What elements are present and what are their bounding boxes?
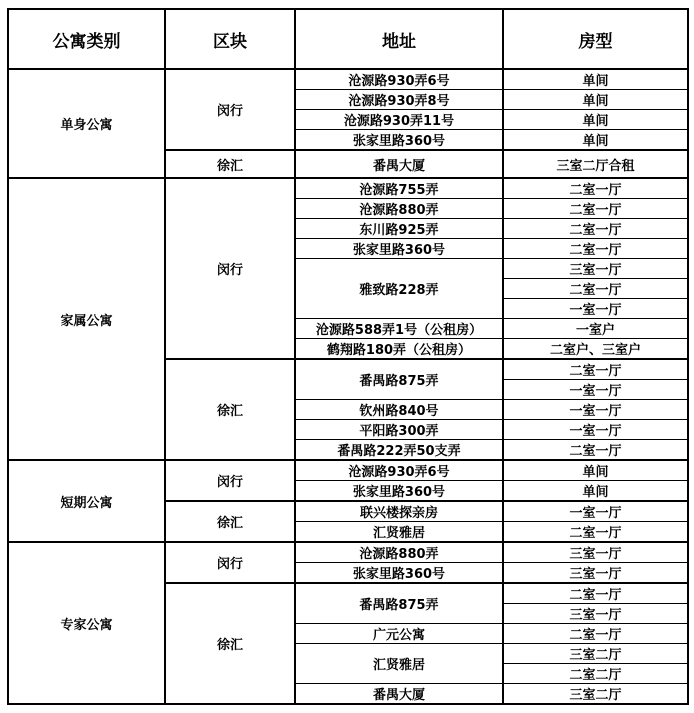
room-type-cell: 二室一厅 (503, 440, 688, 461)
header-address: 地址 (295, 9, 503, 69)
room-type-cell: 一室户 (503, 319, 688, 339)
address-cell: 广元公寓 (295, 624, 503, 644)
district-cell: 徐汇 (165, 359, 295, 460)
room-type-cell: 单间 (503, 460, 688, 481)
header-district: 区块 (165, 9, 295, 69)
address-cell: 番禺路875弄 (295, 359, 503, 400)
header-category: 公寓类别 (8, 9, 165, 69)
address-cell: 沧源路930弄11号 (295, 110, 503, 130)
room-type-cell: 二室二厅 (503, 664, 688, 684)
room-type-cell: 一室一厅 (503, 501, 688, 522)
header-row (8, 9, 688, 69)
room-type-cell: 三室二厅合租 (503, 150, 688, 178)
district-cell: 闵行 (165, 69, 295, 150)
room-type-cell: 二室一厅 (503, 219, 688, 239)
address-cell: 汇贤雅居 (295, 522, 503, 543)
table-row (8, 69, 688, 90)
room-type-cell: 单间 (503, 90, 688, 110)
address-cell: 沧源路930弄8号 (295, 90, 503, 110)
room-type-cell: 一室一厅 (503, 420, 688, 440)
address-cell: 番禺路222弄50支弄 (295, 440, 503, 461)
address-cell: 番禺大厦 (295, 150, 503, 178)
address-cell: 平阳路300弄 (295, 420, 503, 440)
address-cell: 张家里路360号 (295, 563, 503, 584)
district-cell: 徐汇 (165, 583, 295, 704)
room-type-cell: 单间 (503, 481, 688, 502)
room-type-cell: 三室二厅 (503, 684, 688, 705)
room-type-cell: 三室一厅 (503, 563, 688, 584)
address-cell: 张家里路360号 (295, 239, 503, 259)
district-cell: 徐汇 (165, 501, 295, 542)
room-type-cell: 一室一厅 (503, 400, 688, 420)
room-type-cell: 二室一厅 (503, 178, 688, 199)
address-cell: 东川路925弄 (295, 219, 503, 239)
room-type-cell: 二室一厅 (503, 239, 688, 259)
table-row (8, 460, 688, 481)
room-type-cell: 二室一厅 (503, 359, 688, 380)
district-cell: 徐汇 (165, 150, 295, 178)
room-type-cell: 二室一厅 (503, 583, 688, 604)
address-cell: 沧源路880弄 (295, 542, 503, 563)
address-cell: 沧源路755弄 (295, 178, 503, 199)
room-type-cell: 二室一厅 (503, 522, 688, 543)
address-cell: 沧源路880弄 (295, 199, 503, 219)
district-cell: 闵行 (165, 542, 295, 583)
address-cell: 联兴楼探亲房 (295, 501, 503, 522)
category-cell: 家属公寓 (8, 178, 165, 460)
room-type-cell: 单间 (503, 69, 688, 90)
district-cell: 闵行 (165, 460, 295, 501)
category-cell: 短期公寓 (8, 460, 165, 542)
room-type-cell: 三室一厅 (503, 259, 688, 279)
room-type-cell: 二室一厅 (503, 279, 688, 299)
address-cell: 沧源路588弄1号（公租房） (295, 319, 503, 339)
room-type-cell: 三室二厅 (503, 644, 688, 664)
room-type-cell: 一室一厅 (503, 299, 688, 319)
room-type-cell: 三室一厅 (503, 542, 688, 563)
address-cell: 鹤翔路180弄（公租房） (295, 339, 503, 360)
apartment-table (7, 8, 689, 705)
address-cell: 番禺路875弄 (295, 583, 503, 624)
address-cell: 张家里路360号 (295, 481, 503, 502)
address-cell: 钦州路840号 (295, 400, 503, 420)
room-type-cell: 二室户、三室户 (503, 339, 688, 360)
address-cell: 张家里路360号 (295, 130, 503, 151)
address-cell: 沧源路930弄6号 (295, 69, 503, 90)
table-row (8, 542, 688, 563)
table-row (8, 178, 688, 199)
header-room-type: 房型 (503, 9, 688, 69)
address-cell: 雅致路228弄 (295, 259, 503, 319)
category-cell: 单身公寓 (8, 69, 165, 178)
category-cell: 专家公寓 (8, 542, 165, 704)
room-type-cell: 三室一厅 (503, 604, 688, 624)
address-cell: 番禺大厦 (295, 684, 503, 705)
room-type-cell: 二室一厅 (503, 199, 688, 219)
address-cell: 沧源路930弄6号 (295, 460, 503, 481)
room-type-cell: 一室一厅 (503, 380, 688, 400)
room-type-cell: 单间 (503, 110, 688, 130)
room-type-cell: 二室一厅 (503, 624, 688, 644)
district-cell: 闵行 (165, 178, 295, 359)
address-cell: 汇贤雅居 (295, 644, 503, 684)
room-type-cell: 单间 (503, 130, 688, 151)
